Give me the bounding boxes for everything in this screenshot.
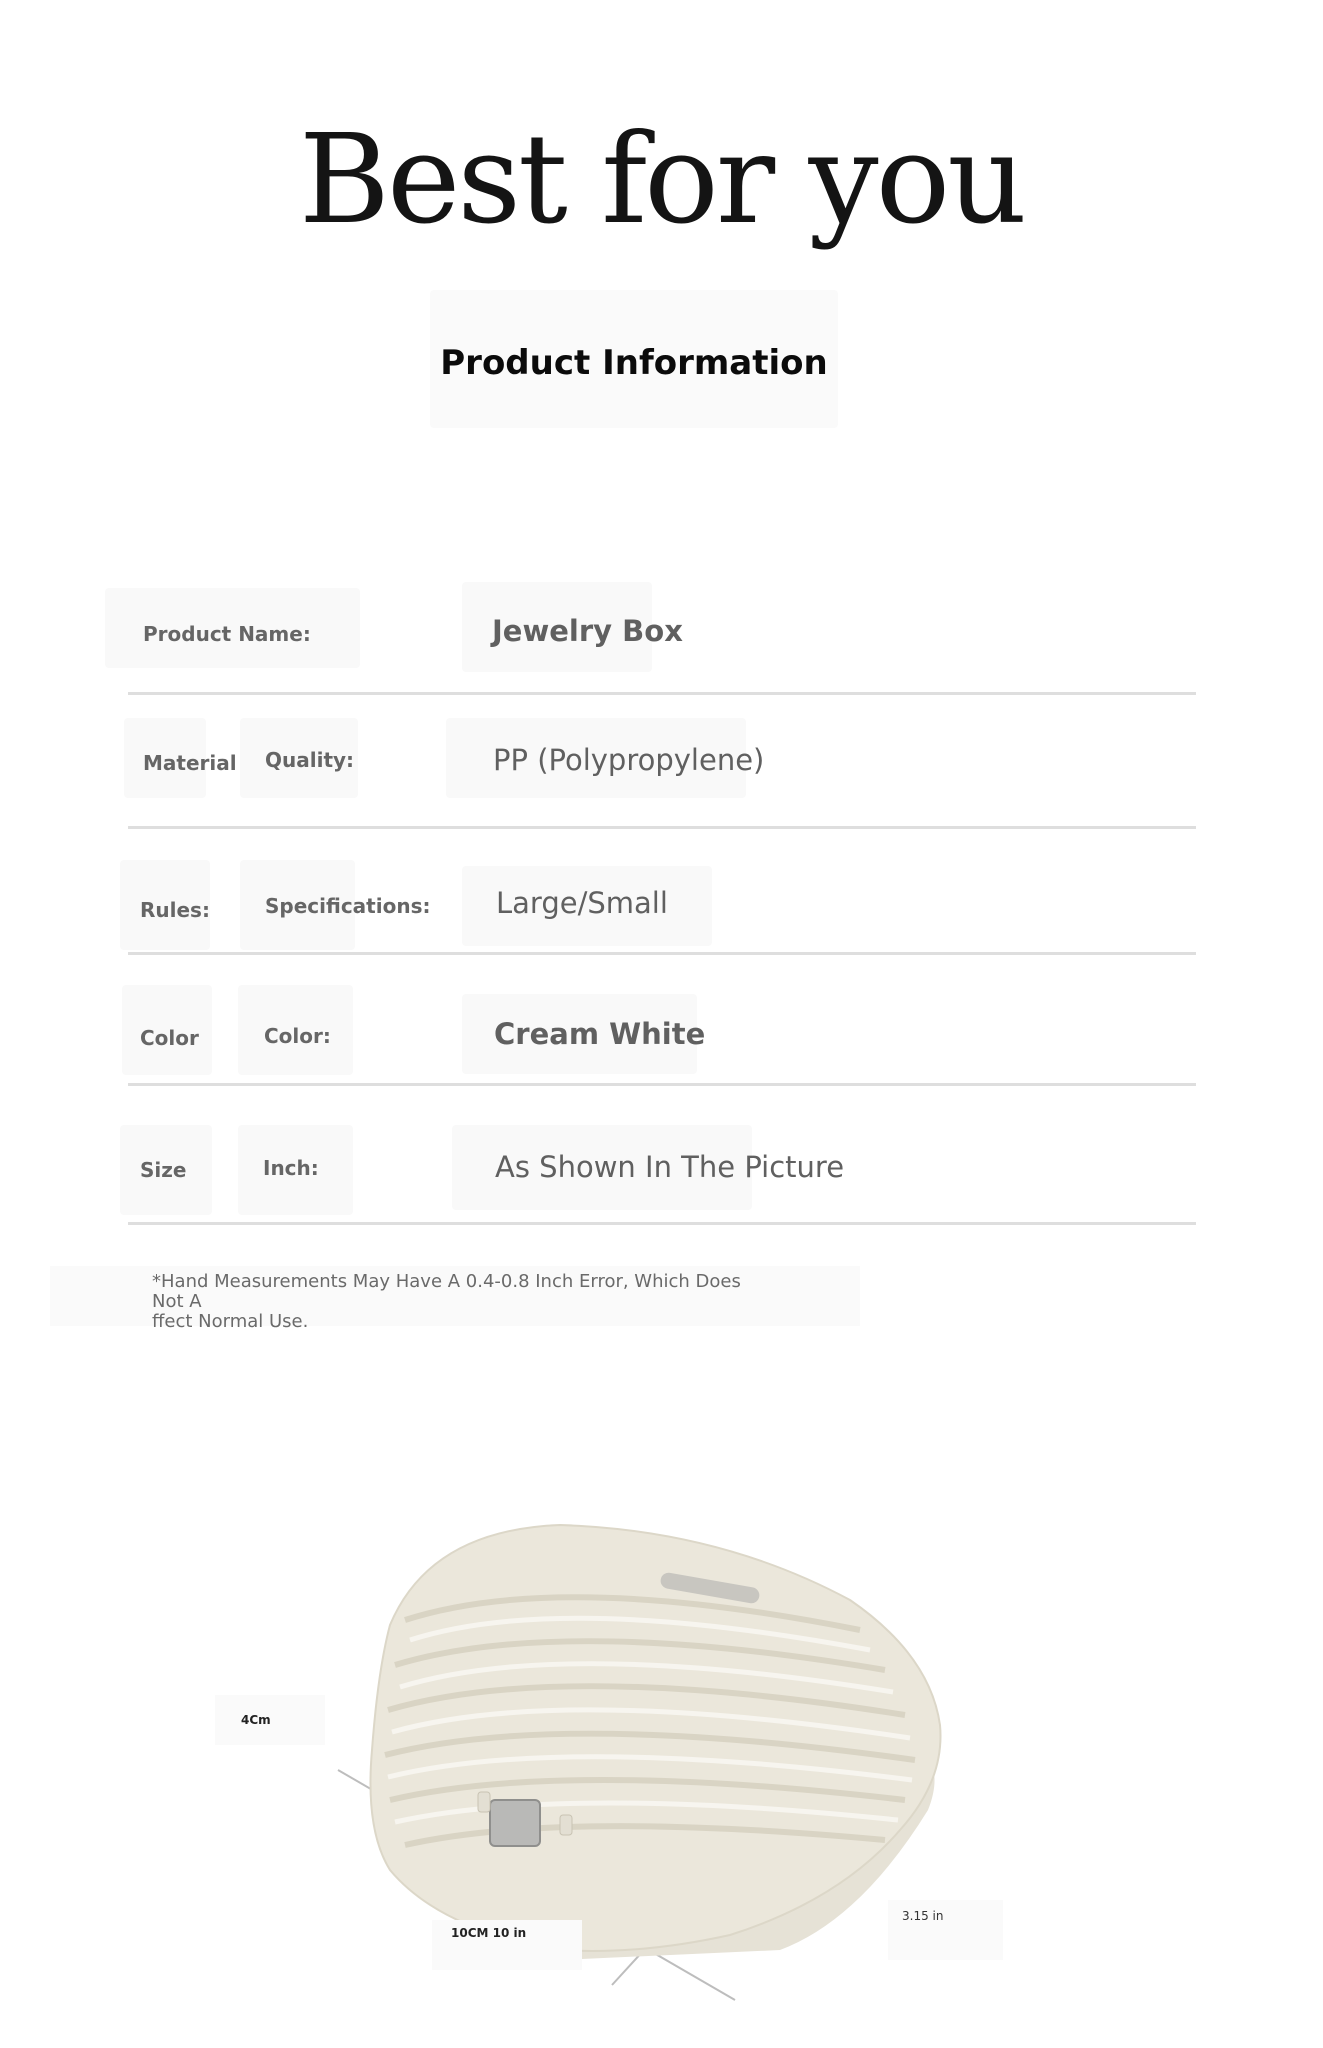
row-divider (128, 826, 1196, 829)
measurement-note-line1: *Hand Measurements May Have A 0.4-0.8 Inch Error, Which Does Not A (152, 1271, 741, 1312)
row-label-quality: Quality: (265, 748, 355, 772)
clasp-hinge (478, 1792, 490, 1812)
row-label-inch: Inch: (263, 1156, 319, 1180)
row-divider (128, 952, 1196, 955)
row-label-product-name: Product Name: (143, 622, 311, 646)
row-label-color: Color (140, 1026, 199, 1050)
row-divider (128, 692, 1196, 695)
row-label-rules: Rules: (140, 898, 210, 922)
row-value-material: PP (Polypropylene) (493, 743, 765, 777)
row-label-material: Material (143, 751, 237, 775)
headline: Best for you (298, 108, 1025, 252)
row-value-color: Cream White (494, 1017, 706, 1051)
row-divider (128, 1083, 1196, 1086)
section-title: Product Information (440, 343, 828, 383)
width-dimension-label: 3.15 in (902, 1909, 944, 1923)
measurement-note (152, 1272, 772, 1332)
length-dimension-label: 10CM 10 in (451, 1926, 527, 1940)
row-value-size: As Shown In The Picture (495, 1150, 845, 1184)
jewelry-box-illustration (0, 1480, 1323, 2040)
metal-clasp (490, 1800, 540, 1846)
measurement-note-line2: ffect Normal Use. (152, 1311, 309, 1332)
row-label-size: Size (140, 1158, 187, 1182)
row-value-product-name: Jewelry Box (492, 614, 683, 648)
row-label-color-sub: Color: (264, 1024, 331, 1048)
row-value-specifications: Large/Small (496, 886, 668, 920)
height-dimension-label: 4Cm (241, 1713, 271, 1727)
row-divider (128, 1222, 1196, 1225)
row-label-specifications: Specifications: (265, 894, 431, 918)
clasp-hinge (560, 1815, 572, 1835)
